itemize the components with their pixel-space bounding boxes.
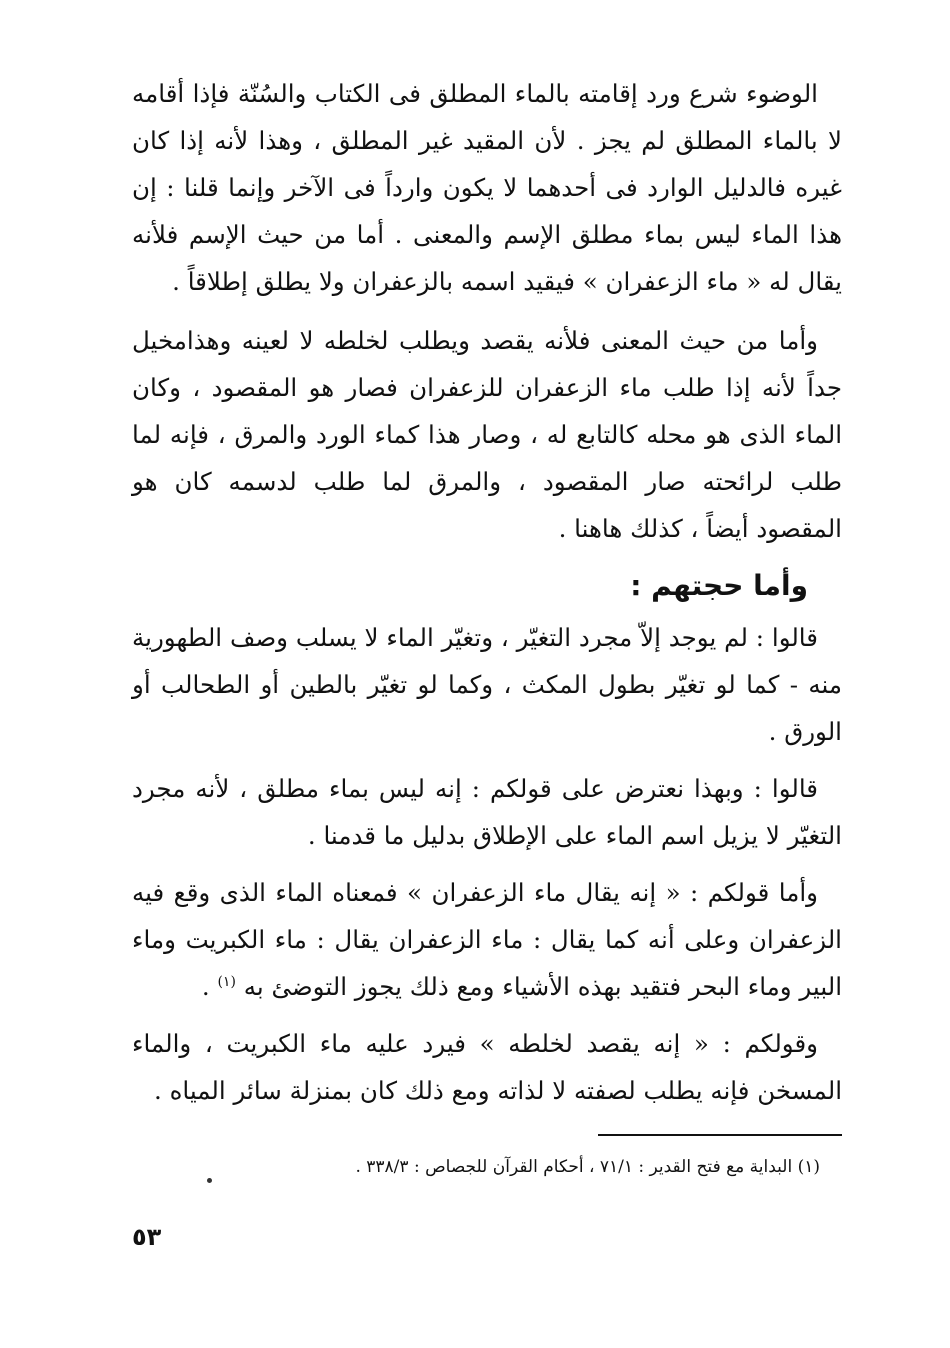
paragraph-6: وقولكم : « إنه يقصد لخلطه » فيرد عليه ماء الكبريت ، والماء المسخن فإنه يطلب لصفته لا لذاته ومع ذلك كان بمنزلة سائر المياه . [132,1029,842,1105]
footnote-divider [598,1134,842,1136]
footnote-reference: (١) [217,973,236,990]
footnote: (١) البداية مع فتح القدير : ٧١/١ ، أحكام القرآن للجصاص : ٣٣٨/٣ . [355,1157,820,1177]
paragraph-4: قالوا : وبهذا نعترض على قولكم : إنه ليس بماء مطلق ، لأنه مجرد التغيّر لا يزيل اسم الماء على الإطلاق بدليل ما قدمنا . [132,774,842,850]
section-heading: وأما حجتهم : [630,569,808,602]
paragraph-5-text: وأما قولكم : « إنه يقال ماء الزعفران » فمعناه الماء الذى وقع فيه الزعفران وعلى أنه كما يقال : ماء الزعفران يقال : ماء الكبريت وماء البير وماء البحر فتقيد بهذه الأشياء ومع ذلك يجوز التوضئ به [132,878,842,1001]
page-number: ٥٣ [132,1223,162,1251]
main-text [132,70,842,1124]
paragraph-1: الوضوء شرع ورد إقامته بالماء المطلق فى الكتاب والسُنّة فإذا أقامه لا بالماء المطلق لم يجز . لأن المقيد غير المطلق ، وهذا لأنه إذا كان غيره فالدليل الوارد فى أحدهما لا يكون وارداً فى الآخر وإنما قلنا : إن هذا الماء ليس بماء مطلق الإسم والمعنى . أما من حيث الإسم فلأنه يقال له « ماء الزعفران » فيقيد اسمه بالزعفران ولا يطلق إطلاقاً . [132,79,842,296]
paragraph-3: قالوا : لم يوجد إلاّ مجرد التغيّر ، وتغيّر الماء لا يسلب وصف الطهورية منه - كما لو تغيّر بطول المكث ، وكما لو تغيّر بالطين أو الطحالب أو الورق . [132,623,842,746]
paragraph-5: وأما قولكم : « إنه يقال ماء الزعفران » فمعناه الماء الذى وقع فيه الزعفران وعلى أنه كما يقال : ماء الزعفران يقال : ماء الكبريت وماء البير وماء البحر فتقيد بهذه الأشياء ومع ذلك يجوز التوضئ به $^{(١)}$ . [132,878,842,1001]
ink-speck [207,1178,212,1183]
paragraph-2: وأما من حيث المعنى فلأنه يقصد ويطلب لخلطه لا لعينه وهذامخيل جداً لأنه إذا طلب ماء الزعفران للزعفران فصار هو المقصود ، وكان الماء الذى هو محله كالتابع له ، وصار هذا كماء الورد والمرق ، فإنه لما طلب لرائحته صار المقصود ، والمرق لما طلب لدسمه كان هو المقصود أيضاً ، كذلك هاهنا . [132,326,842,543]
